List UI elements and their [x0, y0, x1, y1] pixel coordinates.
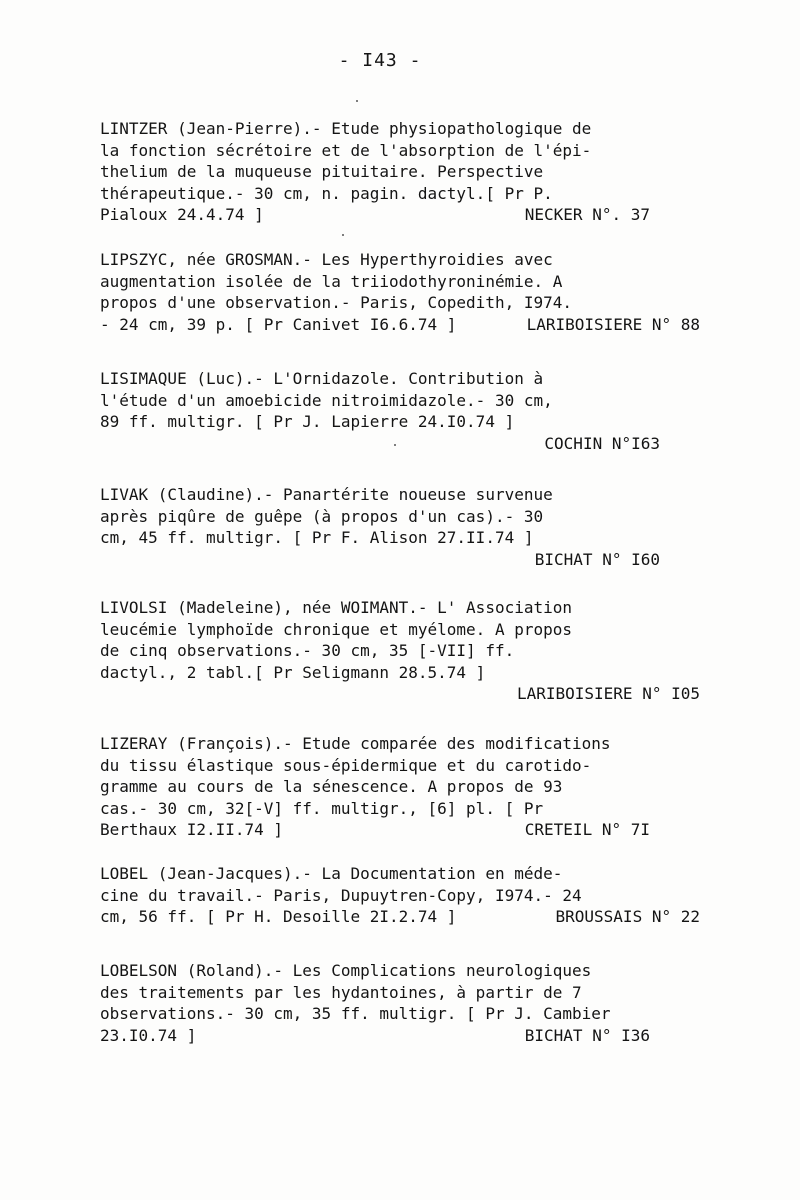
- entry-line: du tissu élastique sous-épidermique et du carotido-: [100, 755, 592, 775]
- entry-line: leucémie lymphoïde chronique et myélome. A propos: [100, 619, 573, 639]
- bibliography-entry: [100, 597, 700, 705]
- entry-line: dactyl., 2 tabl.[ Pr Seligmann 28.5.74 ]: [100, 662, 486, 682]
- entry-line: l'étude d'un amoebicide nitroimidazole.- 30 cm,: [100, 390, 553, 410]
- entry-line: LISIMAQUE (Luc).- L'Ornidazole. Contribution à: [100, 369, 544, 388]
- entry-line: thérapeutique.- 30 cm, n. pagin. dactyl.[ Pr P.: [100, 183, 553, 203]
- entry-line: LOBELSON (Roland).- Les Complications neurologiques: [100, 961, 592, 980]
- print-speck: [342, 234, 344, 236]
- entry-line: des traitements par les hydantoines, à partir de 7: [100, 982, 582, 1002]
- entry-line: LIZERAY (François).- Etude comparée des modifications: [100, 734, 611, 753]
- entry-location: BICHAT N° I60: [534, 549, 660, 569]
- entry-line: 89 ff. multigr. [ Pr J. Lapierre 24.I0.74 ]: [100, 412, 515, 431]
- entry-line: LIVOLSI (Madeleine), née WOIMANT.- L' Association: [100, 598, 573, 617]
- entry-location: COCHIN N°I63: [544, 433, 660, 453]
- entry-location: LARIBOISIERE N° 88: [526, 314, 700, 334]
- entry-line: observations.- 30 cm, 35 ff. multigr. [ Pr J. Cambier: [100, 1004, 611, 1023]
- bibliography-entry: [100, 484, 660, 570]
- entry-line: cm, 56 ff. [ Pr H. Desoille 2I.2.74 ]: [100, 907, 457, 926]
- entry-line: cine du travail.- Paris, Dupuytren-Copy, I974.- 24: [100, 885, 582, 905]
- entry-line: 23.I0.74 ]: [100, 1025, 197, 1045]
- entry-line: LOBEL (Jean-Jacques).- La Documentation en méde-: [100, 864, 563, 883]
- entry-location: BICHAT N° I36: [524, 1025, 650, 1045]
- bibliography-entry: [100, 118, 660, 226]
- entry-line: après piqûre de guêpe (à propos d'un cas).- 30: [100, 506, 544, 526]
- bibliography-entry: [100, 863, 700, 928]
- entry-line: cm, 45 ff. multigr. [ Pr F. Alison 27.II.74 ]: [100, 528, 534, 547]
- bibliography-entry: [100, 368, 660, 454]
- entry-location: CRETEIL N° 7I: [524, 820, 650, 839]
- bibliography-entry: [100, 733, 660, 841]
- entry-line: LINTZER (Jean-Pierre).- Etude physiopathologique de: [100, 119, 592, 138]
- print-speck: [394, 444, 396, 446]
- entry-line: augmentation isolée de la triiodothyroninémie. A: [100, 271, 563, 291]
- entry-line: - 24 cm, 39 p. [ Pr Canivet I6.6.74 ]: [100, 314, 457, 334]
- bibliography-entry: [100, 249, 700, 335]
- entry-line: la fonction sécrétoire et de l'absorption de l'épi-: [100, 140, 592, 160]
- entry-line: thelium de la muqueuse pituitaire. Perspective: [100, 162, 544, 181]
- entry-location: NECKER N°. 37: [524, 205, 650, 224]
- entry-line: Berthaux I2.II.74 ]: [100, 820, 284, 839]
- entry-line: propos d'une observation.- Paris, Copedith, I974.: [100, 293, 573, 312]
- entry-location: BROUSSAIS N° 22: [555, 907, 700, 926]
- bibliography-entry: [100, 960, 660, 1046]
- entry-line: LIVAK (Claudine).- Panartérite noueuse survenue: [100, 485, 553, 504]
- entry-line: LIPSZYC, née GROSMAN.- Les Hyperthyroidies avec: [100, 250, 553, 269]
- entry-line: de cinq observations.- 30 cm, 35 [-VII] ff.: [100, 641, 515, 660]
- entry-line: gramme au cours de la sénescence. A propos de 93: [100, 777, 563, 796]
- entry-location: LARIBOISIERE N° I05: [516, 684, 700, 703]
- entry-line: cas.- 30 cm, 32[-V] ff. multigr., [6] pl. [ Pr: [100, 798, 544, 818]
- entry-line: Pialoux 24.4.74 ]: [100, 205, 264, 224]
- page-number: - I43 -: [338, 50, 422, 71]
- print-speck: [356, 100, 358, 102]
